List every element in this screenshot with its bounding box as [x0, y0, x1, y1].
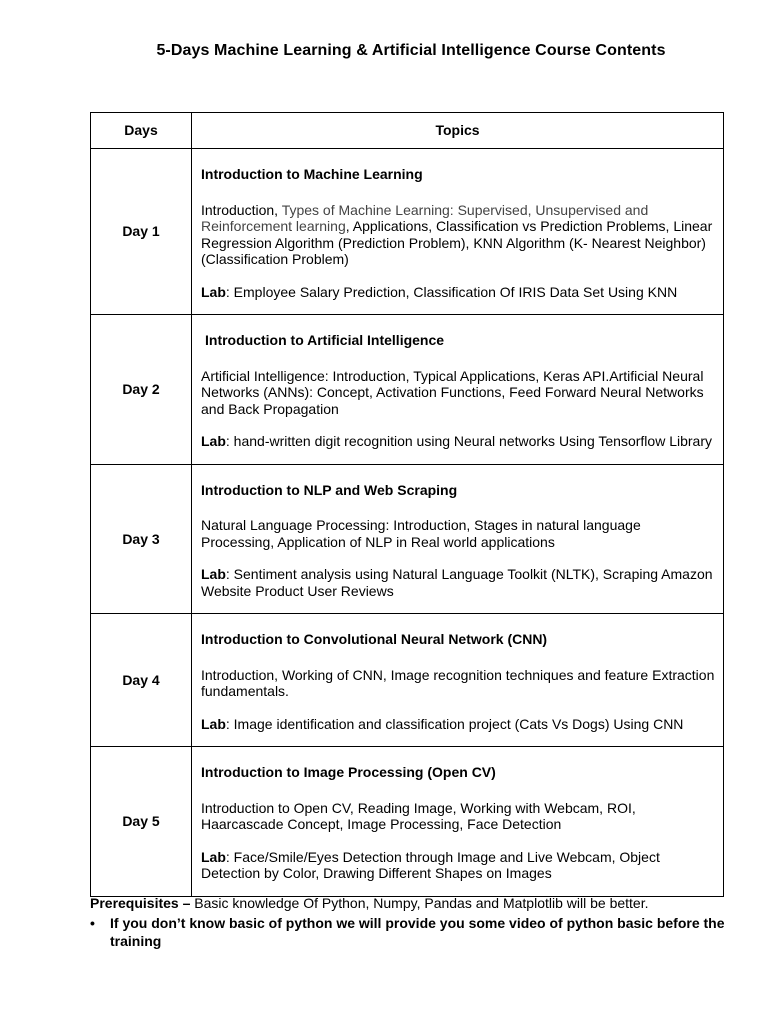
- table-row-day-4: [91, 614, 724, 747]
- day-label: Day 3: [91, 464, 192, 614]
- topic-description: Natural Language Processing: Introduction, Stages in natural language Processing, Application of NLP in Real world applications: [201, 517, 641, 550]
- lab-label: Lab: [201, 433, 226, 449]
- bullet-text: If you don’t know basic of python we will provide you some video of python basic before the training: [110, 915, 725, 949]
- lab-text: : Image identification and classification project (Cats Vs Dogs) Using CNN: [225, 715, 684, 732]
- lab-label: Lab: [201, 566, 226, 582]
- topic-title: Introduction to Artificial Intelligence: [205, 332, 445, 348]
- header-days: Days: [91, 113, 192, 149]
- table-header-row: [91, 113, 724, 149]
- table-row-day-3: [91, 464, 724, 614]
- topic-description: Artificial Intelligence: Introduction, Typical Applications, Keras API.Artificial Neural Networks (ANNs): Concept, Activation Functions, Feed Forward Neural Networks and Back Propagation: [201, 367, 704, 417]
- lab-label: Lab: [201, 848, 226, 865]
- topic-cell: [192, 315, 724, 465]
- topic-description: Introduction to Open CV, Reading Image, Working with Webcam, ROI, Haarcascade Concept, Image Processing, Face Detection: [201, 799, 636, 832]
- topic-cell: [192, 614, 724, 747]
- lab-text: : hand-written digit recognition using Neural networks Using Tensorflow Library: [225, 433, 712, 449]
- prerequisites-label: Prerequisites –: [90, 895, 191, 911]
- day-label: Day 5: [91, 747, 192, 897]
- topic-description: Introduction, Working of CNN, Image recognition techniques and feature Extraction fundamentals.: [201, 666, 715, 699]
- table-row-day-1: [91, 149, 724, 315]
- prerequisites-text: Basic knowledge Of Python, Numpy, Pandas and Matplotlib will be better.: [190, 895, 649, 911]
- lab-text: : Employee Salary Prediction, Classification Of IRIS Data Set Using KNN: [225, 283, 678, 300]
- topic-cell: [192, 464, 724, 614]
- topic-lab: [201, 566, 715, 599]
- topic-cell: [192, 149, 724, 315]
- topic-lab: [201, 284, 715, 301]
- table-row-day-2: [91, 315, 724, 465]
- bullet-icon: •: [90, 915, 95, 931]
- topic-description: [201, 202, 715, 268]
- topic-lab: [201, 849, 715, 882]
- table-row-day-5: [91, 747, 724, 897]
- topic-title: Introduction to Machine Learning: [201, 166, 423, 182]
- day-label: Day 2: [91, 315, 192, 465]
- topic-title: Introduction to NLP and Web Scraping: [201, 481, 458, 498]
- desc-part: , Applications, Classification vs Prediction Problems, Linear Regression Algorithm (Prediction Problem), KNN Algorithm (K- Nearest Neighbor) (Classification Problem): [201, 218, 713, 267]
- day-label: Day 1: [91, 149, 192, 315]
- prerequisites-line: [90, 895, 730, 912]
- lab-label: Lab: [201, 283, 226, 300]
- day-label: Day 4: [91, 614, 192, 747]
- lab-text: : Face/Smile/Eyes Detection through Image and Live Webcam, Object Detection by Color, Drawing Different Shapes on Images: [201, 848, 660, 881]
- prerequisites-bullet: [90, 914, 730, 950]
- topic-lab: [201, 716, 715, 733]
- lab-label: Lab: [201, 715, 226, 732]
- topic-lab: [201, 433, 715, 450]
- topic-cell: [192, 747, 724, 897]
- header-topics: Topics: [192, 113, 724, 149]
- document-title: 5-Days Machine Learning & Artificial Intelligence Course Contents: [156, 42, 666, 59]
- desc-part: Introduction,: [201, 201, 282, 218]
- desc-part-types: Types of Machine Learning: Supervised, Unsupervised and Reinforcement learning: [201, 201, 649, 234]
- topic-title: Introduction to Image Processing (Open CV): [201, 764, 496, 780]
- lab-text: : Sentiment analysis using Natural Language Toolkit (NLTK), Scraping Amazon Website Product User Reviews: [201, 566, 713, 599]
- topic-title: Introduction to Convolutional Neural Network (CNN): [201, 631, 548, 647]
- course-contents-table: [90, 112, 724, 897]
